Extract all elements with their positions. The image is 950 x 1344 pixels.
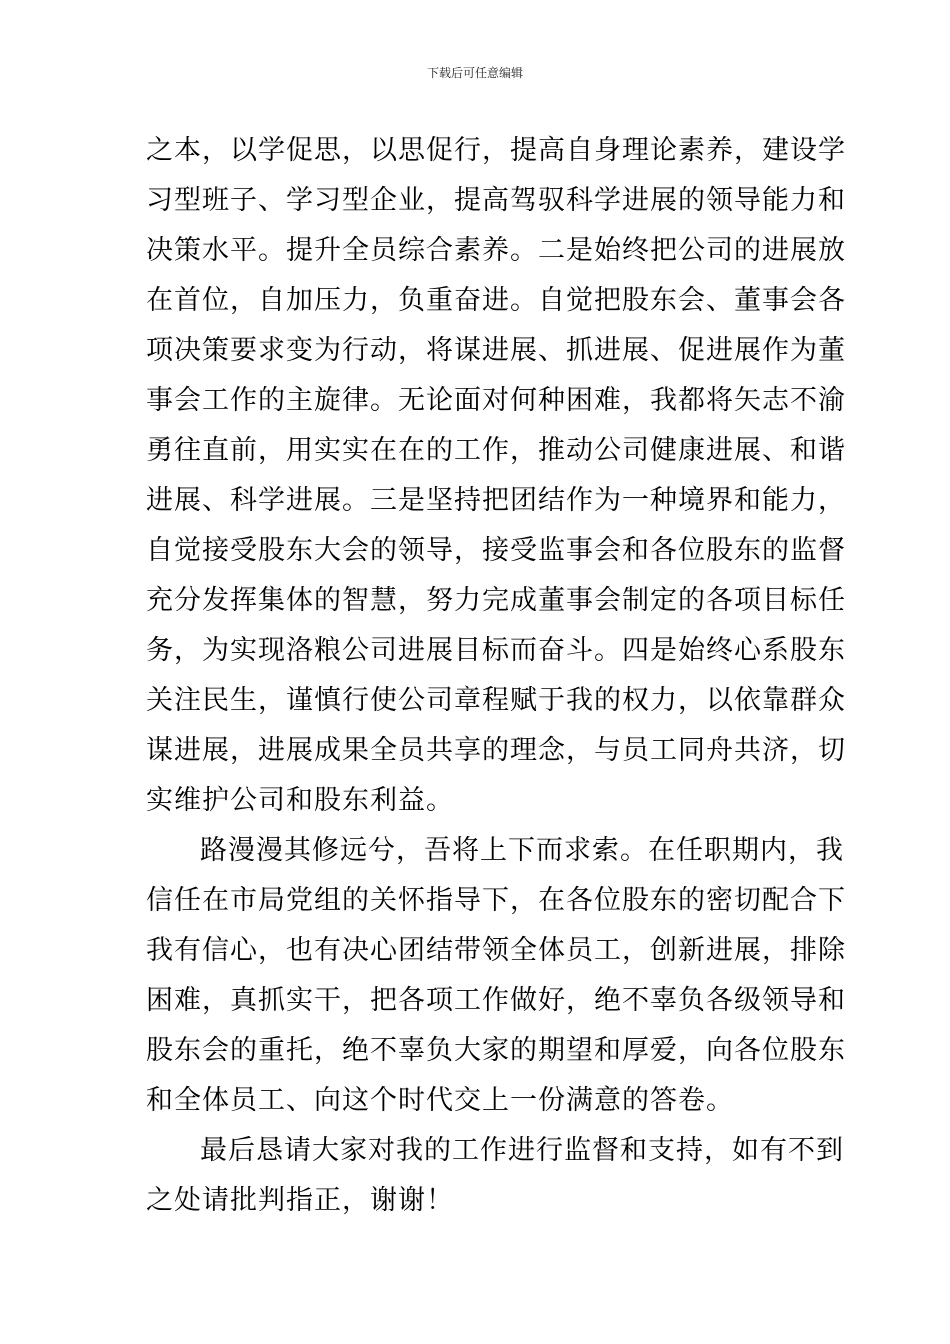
text-line: 信任在市局党组的关怀指导下，在各位股东的密切配合下 [146, 885, 846, 916]
text-line: 事会工作的主旋律。无论面对何种困难，我都将矢志不渝 [146, 385, 846, 416]
text-line: 我有信心，也有决心团结带领全体员工，创新进展，排除 [146, 935, 846, 966]
text-line: 谋进展，进展成果全员共享的理念，与员工同舟共济，切 [146, 735, 846, 766]
text-line: 勇往直前，用实实在在的工作，推动公司健康进展、和谐 [146, 435, 846, 466]
text-line: 股东会的重托，绝不辜负大家的期望和厚爱，向各位股东 [146, 1035, 846, 1066]
text-line: 自觉接受股东大会的领导，接受监事会和各位股东的监督 [146, 535, 846, 566]
text-line: 困难，真抓实干，把各项工作做好，绝不辜负各级领导和 [146, 985, 846, 1016]
text-line: 务，为实现洛粮公司进展目标而奋斗。四是始终心系股东 [146, 635, 846, 666]
paragraph [146, 826, 846, 1126]
text-line: 之本，以学促思，以思促行，提高自身理论素养，建设学 [146, 135, 846, 166]
paragraph [146, 1126, 844, 1226]
text-line: 项决策要求变为行动，将谋进展、抓进展、促进展作为董 [146, 335, 846, 366]
text-line: 之处请批判指正，谢谢！ [146, 1185, 454, 1216]
text-line: 路漫漫其修远兮，吾将上下而求索。在任职期内，我 [200, 835, 844, 866]
page-header: 下载后可任意编辑 [426, 66, 523, 80]
text-line: 在首位，自加压力，负重奋进。自觉把股东会、董事会各 [146, 285, 846, 316]
text-line: 实维护公司和股东利益。 [146, 785, 454, 816]
text-line: 关注民生，谨慎行使公司章程赋于我的权力，以依靠群众 [146, 685, 846, 716]
text-line: 最后恳请大家对我的工作进行监督和支持，如有不到 [200, 1135, 844, 1166]
text-line: 习型班子、学习型企业，提高驾驭科学进展的领导能力和 [146, 185, 846, 216]
text-line: 和全体员工、向这个时代交上一份满意的答卷。 [146, 1085, 734, 1116]
text-line: 进展、科学进展。三是坚持把团结作为一种境界和能力， [146, 485, 846, 516]
paragraph [146, 126, 846, 826]
text-line: 决策水平。提升全员综合素养。二是始终把公司的进展放 [146, 235, 846, 266]
text-line: 充分发挥集体的智慧，努力完成董事会制定的各项目标任 [146, 585, 846, 616]
document-body [146, 126, 846, 1226]
